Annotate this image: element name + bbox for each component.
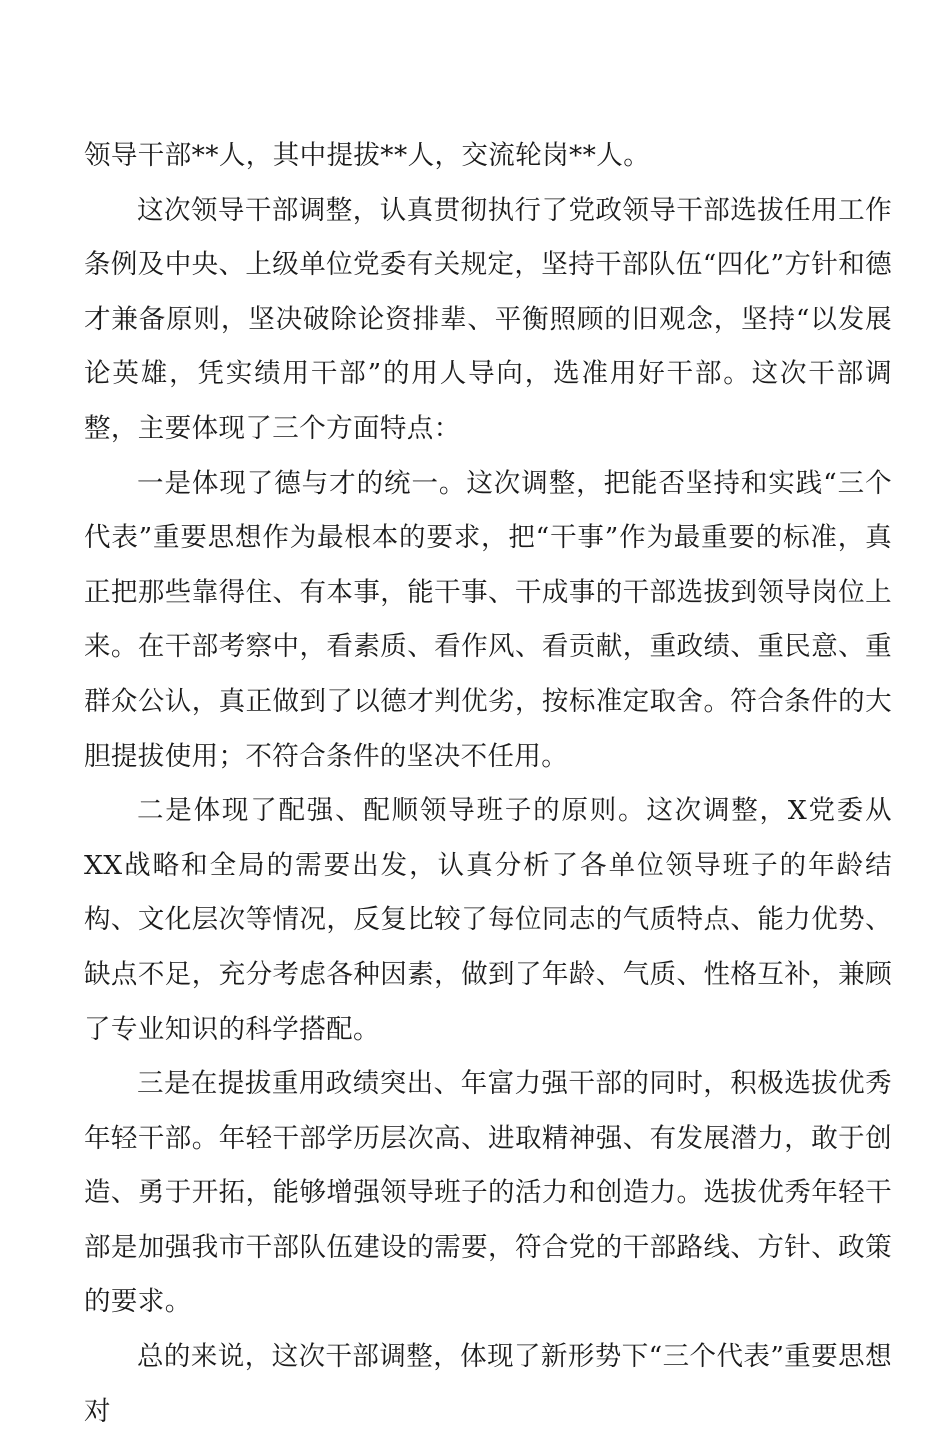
paragraph-adjustment-overview: 这次领导干部调整，认真贯彻执行了党政领导干部选拔任用工作条例及中央、上级单位党委有关规定，坚持干部队伍“四化”方针和德才兼备原则，坚决破除论资排辈、平衡照顾的旧观念，坚持“以发展论英雄，凭实绩用干部”的用人导向，选准用好干部。这次干部调整，主要体现了三个方面特点： — [84, 194, 892, 444]
paragraph-point-three: 三是在提拔重用政绩突出、年富力强干部的同时，积极选拔优秀年轻干部。年轻干部学历层次高、进取精神强、有发展潜力，敢于创造、勇于开拓，能够增强领导班子的活力和创造力。选拔优秀年轻干部是加强我市干部队伍建设的需要，符合党的干部路线、方针、政策的要求。 — [84, 1068, 892, 1318]
paragraph-conclusion: 总的来说，这次干部调整，体现了新形势下“三个代表”重要思想对 — [84, 1341, 892, 1427]
paragraph-point-one: 一是体现了德与才的统一。这次调整，把能否坚持和实践“三个代表”重要思想作为最根本的要求，把“干事”作为最重要的标准，真正把那些靠得住、有本事，能干事、干成事的干部选拔到领导岗位上来。在干部考察中，看素质、看作风、看贡献，重政绩、重民意、重群众公认，真正做到了以德才判优劣，按标准定取舍。符合条件的大胆提拔使用；不符合条件的坚决不任用。 — [84, 467, 892, 772]
paragraph-point-two: 二是体现了配强、配顺领导班子的原则。这次调整，X党委从XX战略和全局的需要出发，认真分析了各单位领导班子的年龄结构、文化层次等情况，反复比较了每位同志的气质特点、能力优势、缺点不足，充分考虑各种因素，做到了年龄、气质、性格互补，兼顾了专业知识的科学搭配。 — [84, 795, 892, 1045]
paragraph-summary-counts: 领导干部**人，其中提拔**人，交流轮岗**人。 — [84, 140, 651, 171]
document-body — [84, 129, 892, 1439]
